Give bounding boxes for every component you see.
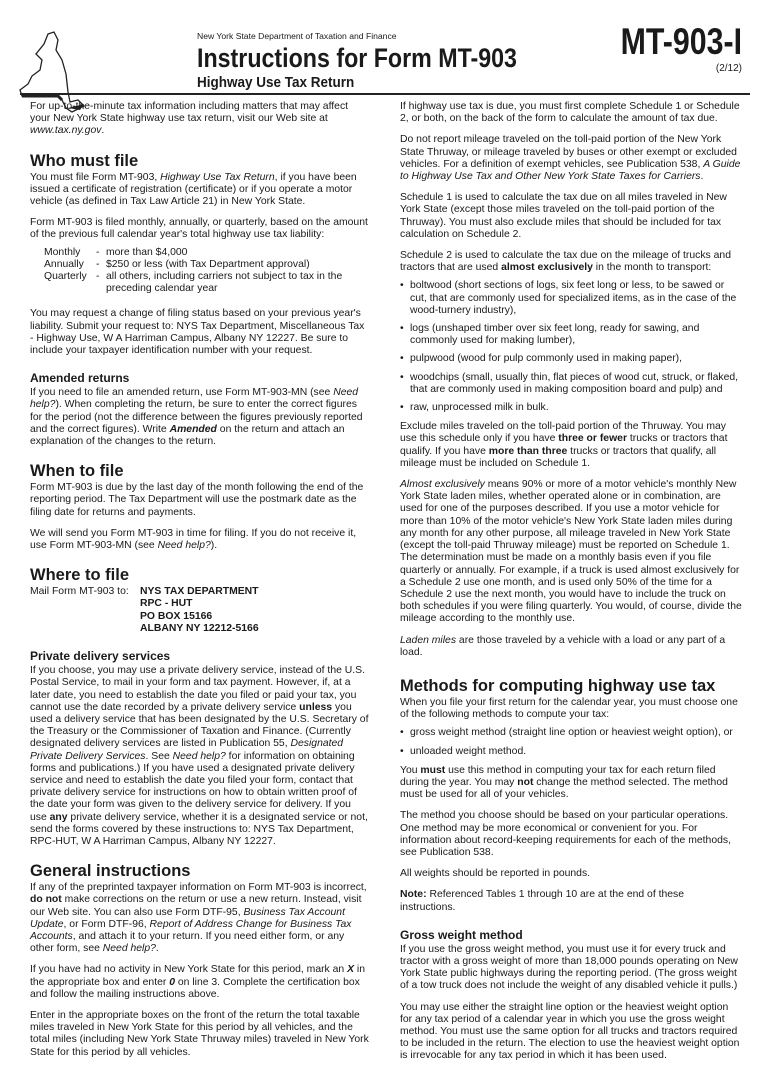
text-run: Form MT-903 is due by the last day of the month following the end of the reporting period. The Tax Department will use the postmark date as the filing date for returns and payments. [30, 482, 364, 518]
text-run: ). [210, 540, 218, 552]
paragraph [30, 217, 370, 241]
when-to-file-heading: When to file [30, 462, 124, 481]
text-run: The method you choose should be based on your particular operations. One method may be more economical or convenient for you. For information about record-keeping requirements for each of the methods, see Publication 538. [400, 810, 731, 858]
text-run: on line 3. Complete the certification box and follow the mailing instructions above. [30, 976, 360, 1000]
emphasized-text: Laden miles [400, 634, 457, 646]
text-run: private delivery service, whether it is a designated service or not, send the forms covered by these instructions to: NYS Tax Department, RPC-HUT, W A Harriman Campus, Albany NY 12227. [30, 811, 368, 847]
paragraph [400, 192, 742, 241]
text-run: . See [145, 750, 173, 762]
gross-weight-heading: Gross weight method [400, 927, 523, 942]
emphasized-text: Need help? [172, 750, 226, 762]
frequency-row [44, 259, 370, 271]
mailing-address-block [30, 586, 370, 635]
text-run: Enter in the appropriate boxes on the front of the return the total taxable miles traveled in New York State for this period by all vehicles, and the total miles (including New York State Thruway miles) traveled in New York State for this period by all vehicles. [30, 1009, 369, 1058]
text-run: you used a delivery service that has been designated by the U.S. Secretary of the Treasury or the Commissioner of Taxation and Finance. (Currently designated delivery services are listed in Publication 55, [30, 701, 369, 750]
list-item: • boltwood (short sections of logs, six feet long or less, to be sawed or cut, that are commonly used for specialized items, as in the case of the wood-turnery industry), [400, 280, 742, 317]
header-divider [20, 93, 750, 95]
paragraph [30, 964, 370, 1001]
emphasized-text: Note: [400, 889, 427, 901]
emphasized-text: do not [30, 894, 62, 906]
emphasized-text: Need help? [157, 540, 211, 552]
paragraph [400, 134, 742, 183]
emphasized-text: Amended [169, 423, 217, 435]
mail-label: Mail Form MT-903 to: [30, 586, 129, 598]
right-column [400, 101, 742, 1072]
address-line: RPC - HUT [140, 598, 193, 610]
text-run: trucks or tractors that qualify, all mileage must be included on Schedule 1. [400, 445, 717, 469]
emphasized-text: Designated Private Delivery Services [30, 738, 344, 762]
frequency-description: $250 or less (with Tax Department approval) [106, 258, 310, 270]
text-run: Referenced Tables 1 through 10 are at the end of these instructions. [400, 889, 685, 913]
text-run: in the month to transport: [592, 262, 712, 274]
revision-date: (2/12) [715, 63, 742, 74]
form-number: MT-903-I [620, 21, 742, 62]
list-item: • woodchips (small, usually thin, flat pieces of wood cut, struck, or flaked, that are commonly used in making composition board and pulp) and [400, 372, 742, 396]
list-item: • unloaded weight method. [400, 746, 742, 758]
paragraph [30, 1010, 370, 1059]
paragraph [400, 101, 742, 125]
text-run: Exclude miles traveled on the toll-paid portion of the Thruway. You may use this schedule only if you have [400, 421, 726, 445]
text-run: . [155, 943, 159, 955]
paragraph [400, 765, 742, 802]
text-run: in the appropriate box and enter [30, 964, 366, 988]
emphasized-text: Highway Use Tax Return [160, 171, 275, 183]
text-run: , if you have been issued a certificate of registration (certificate) or if you operate a motor vehicle (as defined in Tax Law Article 21) in New York State. [30, 171, 357, 208]
paragraph [30, 482, 370, 519]
text-run: If you use the gross weight method, you must use it for every truck and tractor with a gross weight of more than 18,000 pounds operating on New York State public highways during the reporting period. (The gross weight of a tow truck does not include the weight of any disabled vehicle it pulls.) [400, 943, 738, 992]
text-run: , or Form DTF-96, [63, 918, 150, 930]
text-run: . [700, 171, 704, 183]
text-run: trucks or tractors that qualify. If you have [400, 433, 728, 457]
text-run: make corrections on the return or use a new return. Instead, visit our Web site. You can also use Form DTF-95, [30, 894, 362, 918]
frequency-row [44, 247, 370, 259]
emphasized-text: must [420, 764, 446, 776]
text-run: use this method in computing your tax for each return filed during the year. You may [400, 764, 716, 788]
frequency-description: all others, including carriers not subject to tax in the preceding calendar year [106, 271, 343, 295]
paragraph [30, 172, 370, 209]
paragraph [400, 944, 742, 993]
list-item: • gross weight method (straight line option or heaviest weight option), or [400, 727, 742, 739]
text-run: If you need to file an amended return, use Form MT-903-MN (see [30, 387, 334, 399]
address-line: NYS TAX DEPARTMENT [140, 586, 259, 598]
frequency-description: more than $4,000 [106, 246, 188, 258]
list-item: • pulpwood (wood for pulp commonly used in making paper), [400, 353, 742, 365]
emphasized-text: X [347, 964, 355, 976]
text-run: Schedule 1 is used to calculate the tax due on all miles traveled in New York State (except those miles traveled on the toll-paid portion of the Thruway). You must also exclude miles that should be included for tax calculation on Schedule 2. [400, 192, 727, 240]
paragraph [400, 421, 742, 470]
emphasized-text: not [517, 776, 534, 788]
address-line: ALBANY NY 12212-5166 [140, 622, 259, 634]
emphasized-text: A Guide to Highway Use Tax and Other New York State Taxes for Carriers [400, 158, 741, 183]
emphasized-text: 0 [169, 976, 175, 988]
text-run: If you have had no activity in New York State for this period, mark an [30, 964, 348, 976]
text-run: We will send you Form MT-903 in time for filing. If you do not receive it, use Form MT-903-MN (see [30, 527, 357, 552]
who-must-file-heading: Who must file [30, 151, 139, 170]
private-delivery-heading: Private delivery services [30, 649, 171, 664]
text-run: When you file your first return for the calendar year, you must choose one of the following methods to compute your tax: [400, 696, 738, 721]
note-paragraph [400, 889, 742, 913]
text-run: Schedule 2 is used to calculate the tax due on the mileage of trucks and tractors that are used [400, 250, 731, 274]
paragraph [400, 868, 742, 880]
text-run: change the method selected. The method must be used for all of your vehicles. [400, 776, 728, 801]
paragraph [30, 308, 370, 357]
frequency-period: Monthly [44, 246, 81, 258]
text-run: are those traveled by a vehicle with a load or any part of a load. [400, 634, 726, 658]
text-run: If highway use tax is due, you must first complete Schedule 1 or Schedule 2, or both, on the back of the form to calculate the amount of tax due. [400, 101, 740, 125]
emphasized-text: Need help? [30, 387, 359, 411]
emphasized-text: Business Tax Account Update [30, 906, 345, 930]
paragraph [30, 882, 370, 955]
emphasized-text: unless [299, 701, 333, 713]
list-item: • logs (unshaped timber over six feet long, ready for sawing, and commonly used for making lumber), [400, 323, 742, 347]
paragraph [30, 665, 370, 848]
text-run: If any of the preprinted taxpayer information on Form MT-903 is incorrect, [30, 882, 367, 894]
amended-returns-heading: Amended returns [30, 371, 130, 386]
emphasized-text: almost exclusively [501, 262, 593, 274]
intro-paragraph [30, 101, 370, 138]
text-run: You must file Form MT-903, [30, 171, 161, 183]
text-run: Form MT-903 is filed monthly, annually, or quarterly, based on the amount of the previous full calendar year's total highway use tax liability: [30, 217, 368, 241]
transport-list [400, 280, 742, 414]
frequency-period: Quarterly [44, 271, 87, 283]
text-run: for information on obtaining forms and publications.) If you have used a designated private delivery service and need to establish the date you filed your form, contact that private delivery service for instructions on how to obtain written proof of the date your form was given to the delivery service for delivery. If you use [30, 750, 357, 823]
text-run: For up-to-the-minute tax information including matters that may affect your New York State highway use tax return, visit our Web site at [30, 101, 349, 125]
text-run: If you choose, you may use a private delivery service, instead of the U.S. Postal Service, to mail in your form and tax payment. However, if, at a later date, you need to establish the date you filed or paid your tax, you cannot use the date recorded by a private delivery service [30, 665, 365, 713]
paragraph [400, 697, 742, 721]
text-run: You may request a change of filing status based on your previous year's liability. Submit your request to: NYS Tax Department, Miscellaneous Tax - Highway Use, W A Harriman Campus, Albany NY 12227. Be sure to include your taxpayer identification number with your request. [30, 308, 365, 357]
filing-frequency-list [44, 247, 370, 296]
text-run: ). When completing the return, be sure to enter the correct figures for the period (not the difference between the figures previously reported and the correct figures). Write [30, 399, 363, 435]
paragraph [30, 528, 370, 552]
general-instructions-heading: General instructions [30, 862, 191, 881]
emphasized-text: Almost exclusively [400, 479, 485, 491]
emphasized-text: three or fewer [558, 433, 627, 445]
text-run: . [101, 125, 105, 137]
text-run: All weights should be reported in pounds. [400, 868, 591, 880]
left-column [30, 101, 370, 1068]
emphasized-text: Report of Address Change for Business Tax Accounts [30, 918, 352, 942]
frequency-period: Annually [44, 258, 84, 270]
separator: - [96, 258, 100, 270]
mailing-address [140, 586, 259, 635]
text-run: , and attach it to your return. If you need either form, or any other form, see [30, 930, 345, 955]
paragraph [400, 810, 742, 859]
emphasized-text: any [49, 811, 68, 823]
separator: - [96, 246, 100, 258]
paragraph [400, 635, 742, 659]
methods-list [400, 727, 742, 757]
text-run: means 90% or more of a motor vehicle's monthly New York State laden miles, whether operated alone or in combination, are used for one of the purposes described. If you use a motor vehicle for more than 10% of the motor vehicle's New York State laden miles during any month for any other purpose, all mileage traveled in New York State (except the toll-paid Thruway mileage) must be reported on Schedule 1. The determination must be made on a monthly basis even if you file quarterly or annually. For example, if a truck is used almost exclusively for a Schedule 2 use one month, and is used only 50% of the time for a Schedule 2 use the next month, you would have to include the truck on both schedules if you were filing quarterly. You would, of course, divide the mileage according to the monthly use. [400, 479, 742, 625]
separator: - [96, 271, 100, 283]
paragraph [30, 387, 370, 448]
paragraph [400, 1002, 742, 1063]
text-run: You [400, 764, 421, 776]
address-line: PO BOX 15166 [140, 610, 213, 622]
paragraph [400, 479, 742, 625]
document-subtitle: Highway Use Tax Return [197, 74, 355, 91]
document-title: Instructions for Form MT-903 [197, 43, 517, 73]
department-name: New York State Department of Taxation and Finance [197, 31, 397, 41]
methods-heading: Methods for computing highway use tax [400, 676, 716, 695]
text-run: Do not report mileage traveled on the toll-paid portion of the New York State Thruway, or mileage traveled by buses or other exempt or excluded vehicles. For a definition of exempt vehicles, see Publication 538, [400, 134, 737, 170]
emphasized-text: www.tax.ny.gov [30, 125, 102, 137]
text-run: You may use either the straight line option or the heaviest weight option for any tax period of a calendar year in which you use the gross weight method. You must use the same option for all trucks and tractors required to be included in the return. The election to use the heaviest weight option is irrevocable for any tax period in which it has been used. [400, 1001, 740, 1062]
where-to-file-heading: Where to file [30, 566, 130, 585]
paragraph [400, 250, 742, 274]
text-run: on the return and attach an explanation of the changes to the return. [30, 423, 345, 448]
list-item: • raw, unprocessed milk in bulk. [400, 402, 742, 414]
emphasized-text: more than three [488, 445, 568, 457]
emphasized-text: Need help? [102, 943, 156, 955]
frequency-row [44, 271, 370, 295]
